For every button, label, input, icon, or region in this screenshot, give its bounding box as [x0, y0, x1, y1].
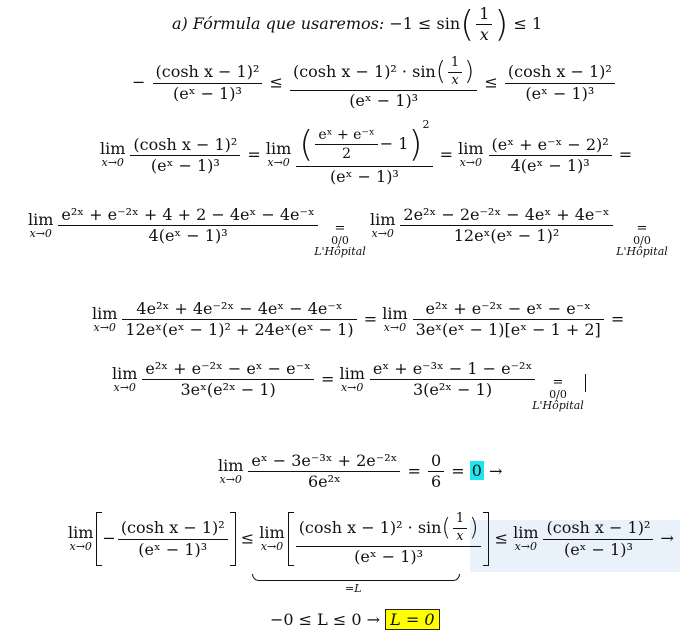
lim-operator: lim x→0 — [339, 363, 365, 394]
ineq-left-fraction: $\frac{\text{(cosh x − 1)²}}{\text{(eˣ − 1)³}}$ — [153, 63, 263, 103]
result-zero: 0 — [471, 461, 482, 481]
hopital-marker-1: = 0/0 L'Hôpital — [314, 221, 366, 258]
squeeze-right-frac: $\frac{\text{(cosh x − 1)²}}{\text{(eˣ − 1)³}}$ — [543, 519, 653, 559]
lim-operator: lim x→0 — [370, 209, 396, 240]
lim-operator: lim x→0 — [513, 523, 539, 554]
heading-rhs: ≤ 1 — [513, 14, 543, 33]
underbrace-label: =L — [345, 582, 362, 595]
step4-line: lim x→0 $\frac{\text{e²ˣ + e⁻²ˣ − eˣ − e⁻ˣ}}{\text{3eˣ(e²ˣ − 1)}}$ = lim x→0 $\frac{\text{eˣ + e⁻³ˣ − 1 − e⁻²ˣ}}{\text{3(e²ˣ − 1)}}$ — [112, 360, 537, 400]
hopital-marker-2: = 0/0 L'Hôpital — [616, 221, 668, 258]
lim-operator: lim x→0 — [92, 303, 118, 334]
lim-operator: lim x→0 — [28, 209, 54, 240]
text-cursor — [585, 374, 586, 392]
step2-line-b — [370, 206, 615, 246]
step4-frac2: $\frac{\text{eˣ + e⁻³ˣ − 1 − e⁻²ˣ}}{\text{3(e²ˣ − 1)}}$ — [370, 360, 535, 400]
squeeze-middle-frac: (cosh x − 1)² · sin( $\frac{1}{x}$ ) (eˣ − 1)³ — [296, 512, 482, 566]
lim-operator: lim x→0 — [259, 523, 285, 554]
lim-operator: lim x→0 — [100, 139, 126, 170]
step2-line — [28, 206, 320, 246]
step1-frac1: $\frac{\text{(cosh x − 1)²}}{\text{(eˣ − 1)³}}$ — [130, 136, 240, 176]
inequality-line: − $\frac{\text{(cosh x − 1)²}}{\text{(eˣ − 1)³}}$ ≤ (cosh x − 1)² · sin( $\frac{1}{x}$ ) (eˣ − 1)³ ≤ $\frac{\text{(cosh x − 1)²}}{\text{(eˣ − 1)³}}$ — [132, 56, 617, 110]
zero-over-six: $\frac{0}{6}$ — [428, 452, 444, 492]
heading-text: Fórmula que usaremos: — [192, 14, 385, 33]
lim-operator: lim x→0 — [218, 455, 244, 486]
step3-frac2: $\frac{\text{e²ˣ + e⁻²ˣ − eˣ − e⁻ˣ}}{\text{3eˣ(eˣ − 1)[eˣ − 1 + 2]}}$ — [413, 300, 604, 340]
part-label: a) — [172, 14, 188, 33]
squeeze-line: lim x→0 − $\frac{\text{(cosh x − 1)²}}{\text{(eˣ − 1)³}}$ ≤ lim x→0 (cosh x − 1)² · sin( $\frac{1}{x}$ ) (eˣ − 1)³ ≤ lim x→0 $\frac{\text{(cosh x − 1)²}}{\text{(eˣ − 1)³}}$ → — [68, 511, 674, 566]
step1-frac2: ( $\frac{\text{eˣ + e⁻ˣ}}{2}$ − 1)$^2$ (eˣ − 1)³ — [296, 124, 432, 187]
step5-frac: $\frac{\text{eˣ − 3e⁻³ˣ + 2e⁻²ˣ}}{\text{6e²ˣ}}$ — [248, 452, 400, 492]
lim-operator: lim x→0 — [68, 523, 94, 554]
ineq-middle-fraction: (cosh x − 1)² · sin( $\frac{1}{x}$ ) (eˣ − 1)³ — [290, 56, 477, 110]
lim-operator: lim x→0 — [265, 139, 292, 170]
step3-frac1: $\frac{\text{4e²ˣ + 4e⁻²ˣ − 4eˣ − 4e⁻ˣ}}{\text{12eˣ(eˣ − 1)² + 24eˣ(eˣ − 1)}}$ — [122, 300, 356, 340]
step1-line: lim x→0 $\frac{\text{(cosh x − 1)²}}{\text{(eˣ − 1)³}}$ = lim x→0 ( $\frac{\text{eˣ + e⁻ˣ}}{2}$ − 1)$^2$ (eˣ − 1)³ = lim x→0 $\frac{\text{(eˣ + e⁻ˣ − 2)²}}{\text{4(eˣ − 1)³}}$ = — [100, 118, 633, 187]
step1-frac3: $\frac{\text{(eˣ + e⁻ˣ − 2)²}}{\text{4(eˣ − 1)³}}$ — [489, 136, 612, 176]
step4-frac1: $\frac{\text{e²ˣ + e⁻²ˣ − eˣ − e⁻ˣ}}{\text{3eˣ(e²ˣ − 1)}}$ — [142, 360, 313, 400]
final-line: −0 ≤ L ≤ 0 → L = 0 — [270, 610, 440, 629]
step2-frac2: $\frac{\text{2e²ˣ − 2e⁻²ˣ − 4eˣ + 4e⁻ˣ}}{\text{12eˣ(eˣ − 1)²}}$ — [400, 206, 612, 246]
final-answer: L = 0 — [385, 609, 439, 630]
lim-operator: lim x→0 — [458, 139, 484, 170]
step3-line: lim x→0 $\frac{\text{4e²ˣ + 4e⁻²ˣ − 4eˣ − 4e⁻ˣ}}{\text{12eˣ(eˣ − 1)² + 24eˣ(eˣ − 1)}}$ = lim x→0 $\frac{\text{e²ˣ + e⁻²ˣ − eˣ − e⁻ˣ}}{\text{3eˣ(eˣ − 1)[eˣ − 1 + 2]}}$ = — [92, 299, 625, 340]
lim-operator: lim x→0 — [112, 363, 138, 394]
ineq-right-fraction: $\frac{\text{(cosh x − 1)²}}{\text{(eˣ − 1)³}}$ — [505, 63, 615, 103]
lim-operator: lim x→0 — [382, 303, 408, 334]
step2-frac1: $\frac{\text{e²ˣ + e⁻²ˣ + 4 + 2 − 4eˣ − 4e⁻ˣ}}{\text{4(eˣ − 1)³}}$ — [58, 206, 317, 246]
formula-heading: a) Fórmula que usaremos: −1 ≤ sin( $\frac{1}{x}$ ) ≤ 1 — [172, 3, 543, 45]
step5-line: lim x→0 $\frac{\text{eˣ − 3e⁻³ˣ + 2e⁻²ˣ}}{\text{6e²ˣ}}$ = $\frac{0}{6}$ = 0 → — [218, 451, 503, 492]
heading-lhs: −1 ≤ sin — [389, 14, 461, 33]
hopital-marker-3: = 0/0 L'Hôpital — [532, 375, 584, 412]
underbrace — [252, 574, 460, 581]
squeeze-left-frac: $\frac{\text{(cosh x − 1)²}}{\text{(eˣ − 1)³}}$ — [118, 519, 228, 559]
one-over-x: $\frac{1}{x}$ — [476, 5, 492, 45]
